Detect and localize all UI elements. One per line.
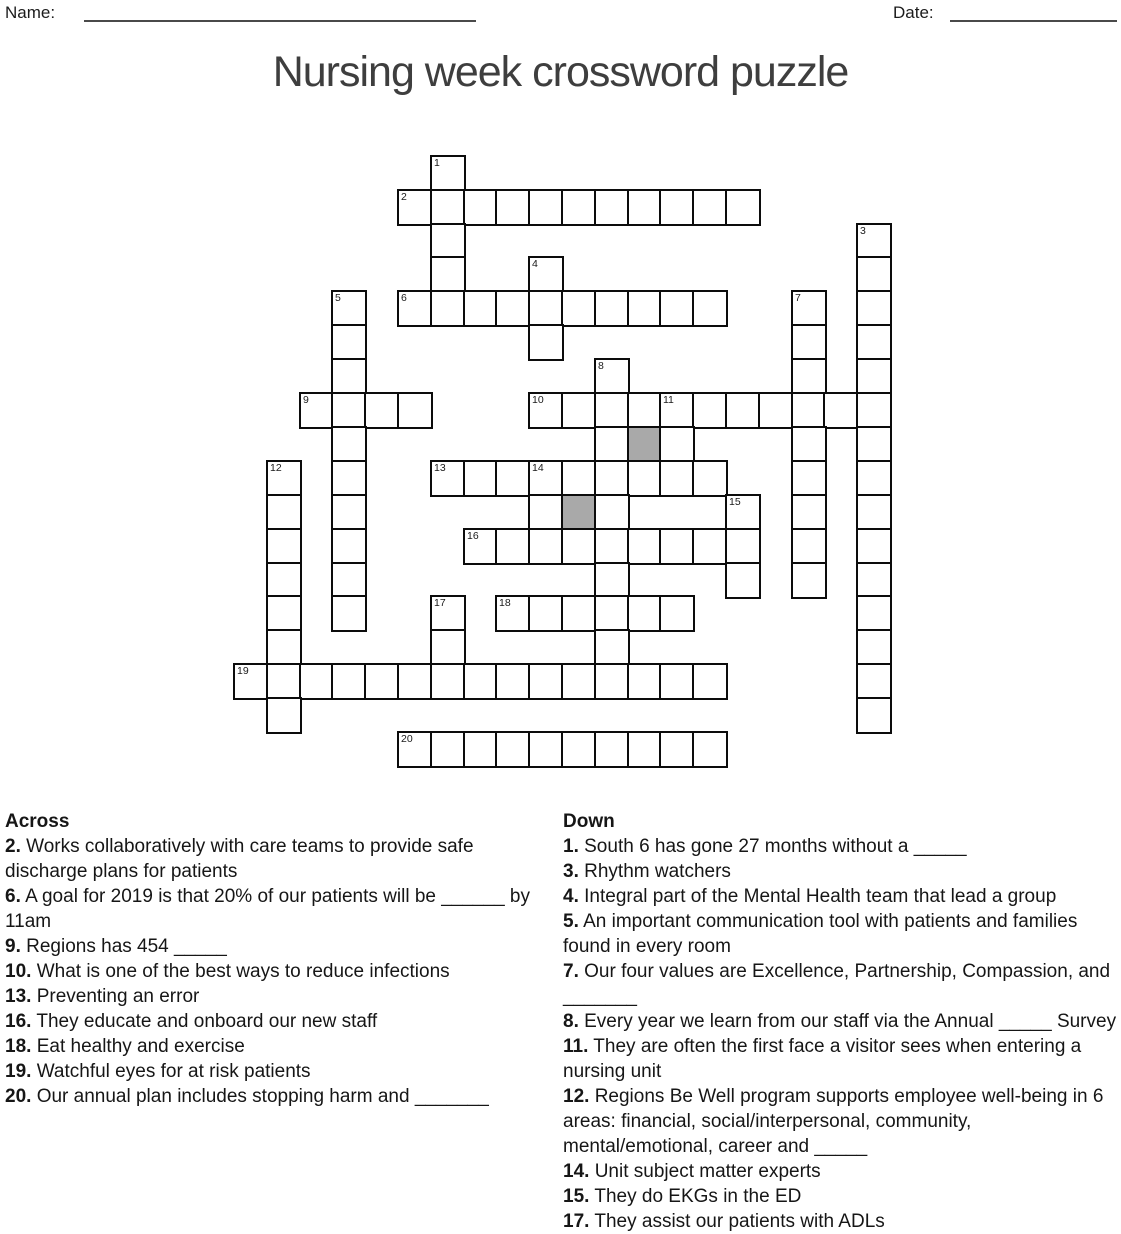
down-clue-item: 8. Every year we learn from our staff via the Annual _____ Survey <box>563 1011 1117 1032</box>
grid-cell[interactable] <box>725 392 761 429</box>
grid-cell[interactable] <box>659 663 695 700</box>
across-clue-item: 10. What is one of the best ways to reduce infections <box>5 961 450 982</box>
grid-cell[interactable] <box>594 528 630 565</box>
grid-cell[interactable] <box>561 392 597 429</box>
grid-cell[interactable] <box>495 663 531 700</box>
grid-cell[interactable] <box>463 460 499 497</box>
cell-number: 15 <box>729 496 741 508</box>
cell-number: 11 <box>663 394 674 406</box>
down-clue-item: 15. They do EKGs in the ED <box>563 1186 802 1207</box>
grid-cell[interactable] <box>659 731 695 768</box>
across-clue-item: 18. Eat healthy and exercise <box>5 1036 245 1057</box>
across-clue-number: 2. <box>5 836 21 857</box>
grid-cell[interactable] <box>594 663 630 700</box>
grid-cell[interactable] <box>266 528 302 565</box>
down-clue-number: 5. <box>563 911 579 932</box>
across-clue-item: 9. Regions has 454 _____ <box>5 936 227 957</box>
grid-cell[interactable] <box>561 460 597 497</box>
grid-cell[interactable] <box>430 663 466 700</box>
across-clue-number: 10. <box>5 961 32 982</box>
grid-cell[interactable] <box>495 731 531 768</box>
grid-cell[interactable] <box>692 663 728 700</box>
grid-cell[interactable] <box>659 426 695 463</box>
grid-cell[interactable] <box>331 290 367 327</box>
grid-cell[interactable] <box>495 460 531 497</box>
grid-cell[interactable] <box>331 562 367 599</box>
cell-number: 3 <box>860 225 866 237</box>
grid-cell[interactable] <box>463 189 499 226</box>
grid-cell[interactable] <box>528 494 564 531</box>
grid-cell[interactable] <box>331 494 367 531</box>
grid-cell[interactable] <box>528 189 564 226</box>
cell-number: 9 <box>303 394 309 406</box>
cell-number: 19 <box>237 665 249 677</box>
cell-number: 8 <box>598 360 604 372</box>
grid-cell[interactable] <box>627 460 663 497</box>
grid-cell[interactable] <box>331 426 367 463</box>
grid-cell[interactable] <box>627 731 663 768</box>
grid-cell[interactable] <box>495 595 531 632</box>
grid-cell[interactable] <box>430 155 466 192</box>
grid-cell[interactable] <box>561 595 597 632</box>
grid-cell[interactable] <box>856 426 892 463</box>
grid-cell[interactable] <box>430 731 466 768</box>
grid-cell[interactable] <box>528 663 564 700</box>
cell-number: 1 <box>434 157 440 169</box>
down-clue-number: 4. <box>563 886 579 907</box>
down-clue-number: 17. <box>563 1211 590 1232</box>
grid-cell[interactable] <box>430 223 466 260</box>
grid-cell[interactable] <box>528 290 564 327</box>
across-clue-number: 18. <box>5 1036 32 1057</box>
cell-number: 7 <box>795 292 801 304</box>
grid-cell[interactable] <box>299 663 335 700</box>
grid-cell[interactable] <box>463 528 499 565</box>
grid-cell[interactable] <box>856 697 892 734</box>
cell-number: 4 <box>532 258 538 270</box>
grid-cell[interactable] <box>266 494 302 531</box>
grid-cell[interactable] <box>561 528 597 565</box>
across-clue-number: 20. <box>5 1086 32 1107</box>
grid-cell[interactable] <box>364 392 400 429</box>
grid-cell[interactable] <box>856 595 892 632</box>
across-clues-section <box>5 809 555 1109</box>
grid-cell[interactable] <box>692 460 728 497</box>
grid-cell[interactable] <box>659 290 695 327</box>
grid-cell[interactable] <box>856 358 892 395</box>
grid-cell[interactable] <box>856 494 892 531</box>
grid-cell[interactable] <box>495 189 531 226</box>
cell-number: 13 <box>434 462 446 474</box>
grid-cell[interactable] <box>856 663 892 700</box>
grid-cell[interactable] <box>692 290 728 327</box>
date-label: Date: <box>893 3 934 22</box>
grid-cell[interactable] <box>528 731 564 768</box>
down-clue-number: 8. <box>563 1011 579 1032</box>
grid-cell[interactable] <box>299 392 335 429</box>
grid-cell[interactable] <box>791 562 827 599</box>
grid-cell[interactable] <box>561 663 597 700</box>
grid-cell[interactable] <box>594 562 630 599</box>
cell-number: 14 <box>532 462 544 474</box>
across-clue-number: 13. <box>5 986 32 1007</box>
grid-cell[interactable] <box>331 358 367 395</box>
down-clue-number: 3. <box>563 861 579 882</box>
grid-cell[interactable] <box>430 290 466 327</box>
grid-cell[interactable] <box>495 290 531 327</box>
grid-cell[interactable] <box>823 392 859 429</box>
grid-cell[interactable] <box>594 426 630 463</box>
cell-number: 16 <box>467 530 479 542</box>
name-blank-line[interactable] <box>84 4 476 22</box>
grid-cell[interactable] <box>430 595 466 632</box>
cell-number: 18 <box>499 597 511 609</box>
grid-cell[interactable] <box>594 595 630 632</box>
grid-cell[interactable] <box>856 392 892 429</box>
cell-number: 17 <box>434 597 446 609</box>
across-clue-item: 16. They educate and onboard our new staff <box>5 1011 378 1032</box>
grid-cell[interactable] <box>659 460 695 497</box>
down-clue-item: 11. They are often the first face a visitor sees when entering a nursing unit <box>563 1036 1082 1082</box>
grid-cell[interactable] <box>659 392 695 429</box>
grid-cell[interactable] <box>528 595 564 632</box>
grid-cell[interactable] <box>528 324 564 361</box>
page-title: Nursing week crossword puzzle <box>272 48 849 96</box>
down-clue-number: 14. <box>563 1161 590 1182</box>
grid-cell[interactable] <box>364 663 400 700</box>
across-clue-item: 13. Preventing an error <box>5 986 200 1007</box>
grid-cell[interactable] <box>331 324 367 361</box>
down-clue-item: 1. South 6 has gone 27 months without a _____ <box>563 836 967 857</box>
grid-cell[interactable] <box>692 528 728 565</box>
grid-cell[interactable] <box>725 528 761 565</box>
grid-cell[interactable] <box>856 256 892 293</box>
down-clue-number: 12. <box>563 1086 590 1107</box>
grid-cell[interactable] <box>725 494 761 531</box>
across-clue-number: 16. <box>5 1011 32 1032</box>
grid-cell[interactable] <box>430 256 466 293</box>
grid-cell[interactable] <box>659 595 695 632</box>
grid-cell[interactable] <box>791 460 827 497</box>
grid-cell[interactable] <box>627 663 663 700</box>
grid-cell[interactable] <box>725 189 761 226</box>
grid-cell[interactable] <box>397 731 433 768</box>
grid-cell[interactable] <box>692 731 728 768</box>
down-clue-item: 7. Our four values are Excellence, Partnership, Compassion, and _______ <box>563 961 1111 1007</box>
grid-cell[interactable] <box>659 528 695 565</box>
grid-cell[interactable] <box>331 460 367 497</box>
grid-cell[interactable] <box>856 223 892 260</box>
down-clue-number: 1. <box>563 836 579 857</box>
across-clue-number: 6. <box>5 886 21 907</box>
cell-number: 6 <box>401 292 407 304</box>
grid-cell[interactable] <box>659 189 695 226</box>
across-clue-item: 6. A goal for 2019 is that 20% of our patients will be ______ by 11am <box>5 886 530 932</box>
grid-cell[interactable] <box>627 290 663 327</box>
grid-cell[interactable] <box>463 290 499 327</box>
grid-cell[interactable] <box>627 392 663 429</box>
grid-cell[interactable] <box>791 426 827 463</box>
cell-number: 5 <box>335 292 341 304</box>
grid-cell[interactable] <box>594 189 630 226</box>
grid-cell[interactable] <box>331 595 367 632</box>
grid-cell[interactable] <box>528 528 564 565</box>
grid-cell[interactable] <box>561 189 597 226</box>
across-clues-list <box>5 834 555 1109</box>
grid-cell[interactable] <box>397 290 433 327</box>
grid-cell[interactable] <box>627 595 663 632</box>
grid-cell[interactable] <box>561 290 597 327</box>
grid-cell[interactable] <box>856 629 892 666</box>
grid-cell[interactable] <box>791 290 827 327</box>
grid-cell[interactable] <box>692 189 728 226</box>
across-clue-item: 19. Watchful eyes for at risk patients <box>5 1061 311 1082</box>
across-clue-item: 20. Our annual plan includes stopping harm and _______ <box>5 1086 489 1107</box>
down-clue-item: 14. Unit subject matter experts <box>563 1161 821 1182</box>
grid-cell[interactable] <box>331 392 367 429</box>
name-label: Name: <box>5 3 56 22</box>
down-heading: Down <box>563 811 615 832</box>
grid-cell[interactable] <box>397 392 433 429</box>
down-clue-item: 5. An important communication tool with patients and families found in every room <box>563 911 1078 957</box>
grid-cell[interactable] <box>430 189 466 226</box>
grid-cell[interactable] <box>331 663 367 700</box>
grid-cell[interactable] <box>397 189 433 226</box>
grid-cell[interactable] <box>758 392 794 429</box>
grid-cell[interactable] <box>856 562 892 599</box>
cell-number: 2 <box>401 191 407 203</box>
grid-cell[interactable] <box>791 358 827 395</box>
grid-cell[interactable] <box>594 290 630 327</box>
grid-cell[interactable] <box>791 528 827 565</box>
across-clue-number: 9. <box>5 936 21 957</box>
grid-cell[interactable] <box>430 629 466 666</box>
down-clue-item: 12. Regions Be Well program supports employee well-being in 6 areas: financial, social/interpersonal, community, mental/emotional, career and _____ <box>563 1086 1104 1157</box>
cell-number: 12 <box>270 462 282 474</box>
grid-cell[interactable] <box>594 629 630 666</box>
grid-cell-shaded[interactable] <box>561 494 597 531</box>
grid-cell[interactable] <box>430 460 466 497</box>
grid-cell[interactable] <box>266 595 302 632</box>
cell-number: 10 <box>532 394 544 406</box>
down-clues-list <box>563 834 1120 1234</box>
date-blank-line[interactable] <box>950 4 1117 22</box>
grid-cell[interactable] <box>791 324 827 361</box>
down-clue-item: 4. Integral part of the Mental Health team that lead a group <box>563 886 1057 907</box>
grid-cell[interactable] <box>594 358 630 395</box>
grid-cell[interactable] <box>594 494 630 531</box>
grid-cell[interactable] <box>856 528 892 565</box>
grid-cell[interactable] <box>791 392 827 429</box>
down-clues-section <box>563 809 1120 1234</box>
down-clue-number: 11. <box>563 1036 589 1057</box>
grid-cell[interactable] <box>233 663 269 700</box>
grid-cell[interactable] <box>692 392 728 429</box>
down-clue-number: 7. <box>563 961 579 982</box>
grid-cell[interactable] <box>791 494 827 531</box>
grid-cell[interactable] <box>266 697 302 734</box>
grid-cell[interactable] <box>561 731 597 768</box>
cell-number: 20 <box>401 733 413 745</box>
grid-cell[interactable] <box>594 392 630 429</box>
grid-cell[interactable] <box>528 460 564 497</box>
grid-cell[interactable] <box>266 663 302 700</box>
grid-cell[interactable] <box>627 189 663 226</box>
grid-cell[interactable] <box>627 528 663 565</box>
across-clue-number: 19. <box>5 1061 32 1082</box>
grid-cell-shaded[interactable] <box>627 426 663 463</box>
grid-cell[interactable] <box>528 256 564 293</box>
across-clue-item: 2. Works collaboratively with care teams to provide safe discharge plans for patients <box>5 836 474 882</box>
grid-cell[interactable] <box>331 528 367 565</box>
grid-cell[interactable] <box>856 324 892 361</box>
grid-cell[interactable] <box>463 731 499 768</box>
grid-cell[interactable] <box>266 562 302 599</box>
grid-cell[interactable] <box>856 460 892 497</box>
down-clue-item: 17. They assist our patients with ADLs <box>563 1211 885 1232</box>
grid-cell[interactable] <box>266 460 302 497</box>
down-clue-number: 15. <box>563 1186 590 1207</box>
grid-cell[interactable] <box>594 731 630 768</box>
down-clue-item: 3. Rhythm watchers <box>563 861 731 882</box>
grid-cell[interactable] <box>463 663 499 700</box>
grid-cell[interactable] <box>495 528 531 565</box>
grid-cell[interactable] <box>725 562 761 599</box>
grid-cell[interactable] <box>594 460 630 497</box>
grid-cell[interactable] <box>266 629 302 666</box>
grid-cell[interactable] <box>397 663 433 700</box>
grid-cell[interactable] <box>856 290 892 327</box>
across-heading: Across <box>5 811 70 832</box>
grid-cell[interactable] <box>528 392 564 429</box>
